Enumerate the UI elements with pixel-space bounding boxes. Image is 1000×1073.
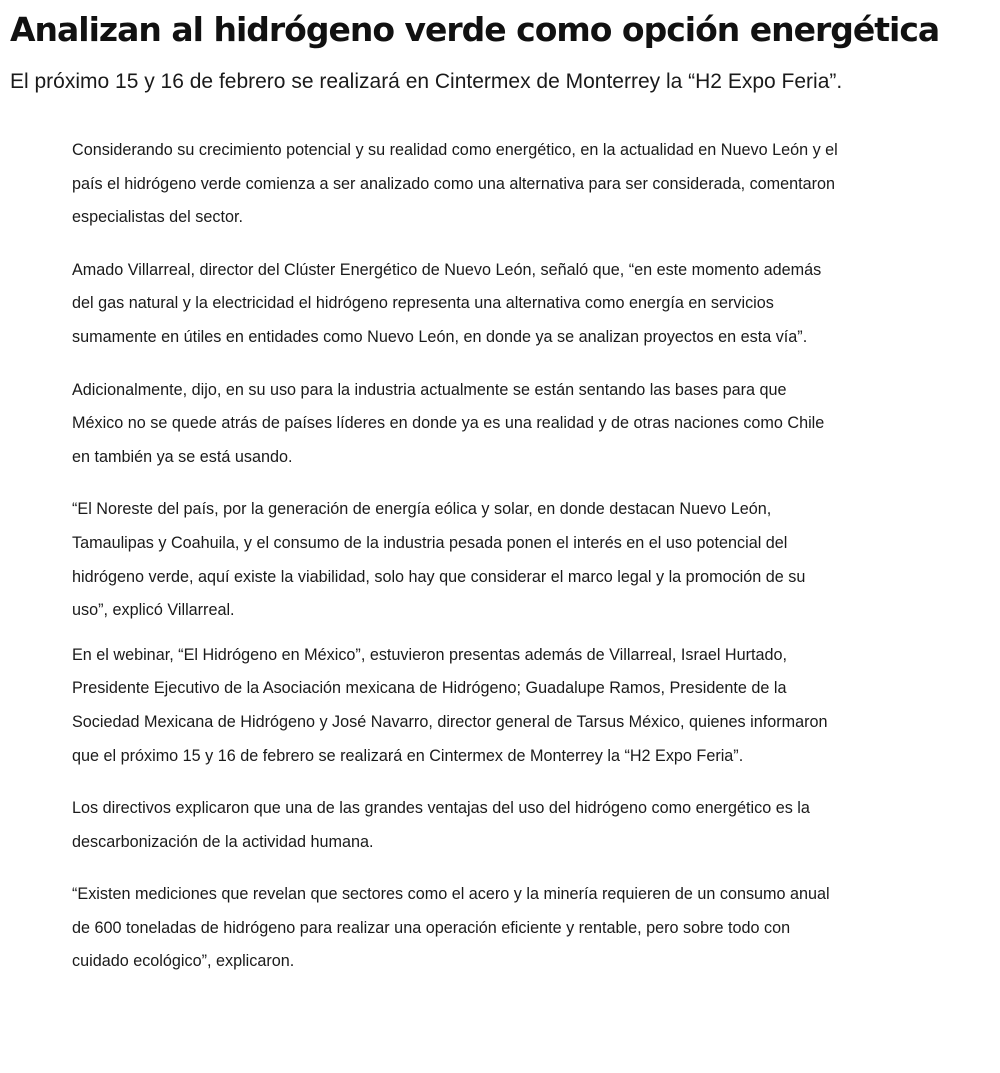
article-paragraph: Amado Villarreal, director del Clúster Energético de Nuevo León, señaló que, “en este momento además del gas natural y la electricidad el hidrógeno representa una alternativa como energía en servicios sumamente en útiles en entidades como Nuevo León, en donde ya se analizan proyectos en esta vía”. [72, 260, 822, 346]
article-paragraph: Los directivos explicaron que una de las grandes ventajas del uso del hidrógeno como energético es la descarbonización de la actividad humana. [72, 799, 810, 851]
article-paragraph: “Existen mediciones que revelan que sectores como el acero y la minería requieren de un consumo anual de 600 toneladas de hidrógeno para realizar una operación eficiente y rentable, pero sobre todo con cuidado ecológico”, explicaron. [72, 885, 830, 971]
article-body [72, 134, 842, 998]
article-paragraph: Considerando su crecimiento potencial y su realidad como energético, en la actualidad en Nuevo León y el país el hidrógeno verde comienza a ser analizado como una alternativa para ser considerada, comentaron especialistas del sector. [72, 141, 838, 227]
article-paragraph: “El Noreste del país, por la generación de energía eólica y solar, en donde destacan Nuevo León, Tamaulipas y Coahuila, y el consumo de la industria pesada ponen el interés en el uso potencial del hidrógeno verde, aquí existe la viabilidad, solo hay que considerar el marco legal y la promoción de su uso”, explicó Villarreal. [72, 500, 806, 620]
article-paragraph: Adicionalmente, dijo, en su uso para la industria actualmente se están sentando las bases para que México no se quede atrás de países líderes en donde ya es una realidad y de otras naciones como Chile en también ya se está usando. [72, 380, 825, 466]
article-subheadline: El próximo 15 y 16 de febrero se realizará en Cintermex de Monterrey la “H2 Expo Feria”. [10, 70, 843, 93]
article-paragraph: En el webinar, “El Hidrógeno en México”, estuvieron presentas además de Villarreal, Israel Hurtado, Presidente Ejecutivo de la Asociación mexicana de Hidrógeno; Guadalupe Ramos, Presidente de la Sociedad Mexicana de Hidrógeno y José Navarro, director general de Tarsus México, quienes informaron que el próximo 15 y 16 de febrero se realizará en Cintermex de Monterrey la “H2 Expo Feria”. [72, 645, 828, 765]
article-headline: Analizan al hidrógeno verde como opción energética [10, 10, 940, 49]
